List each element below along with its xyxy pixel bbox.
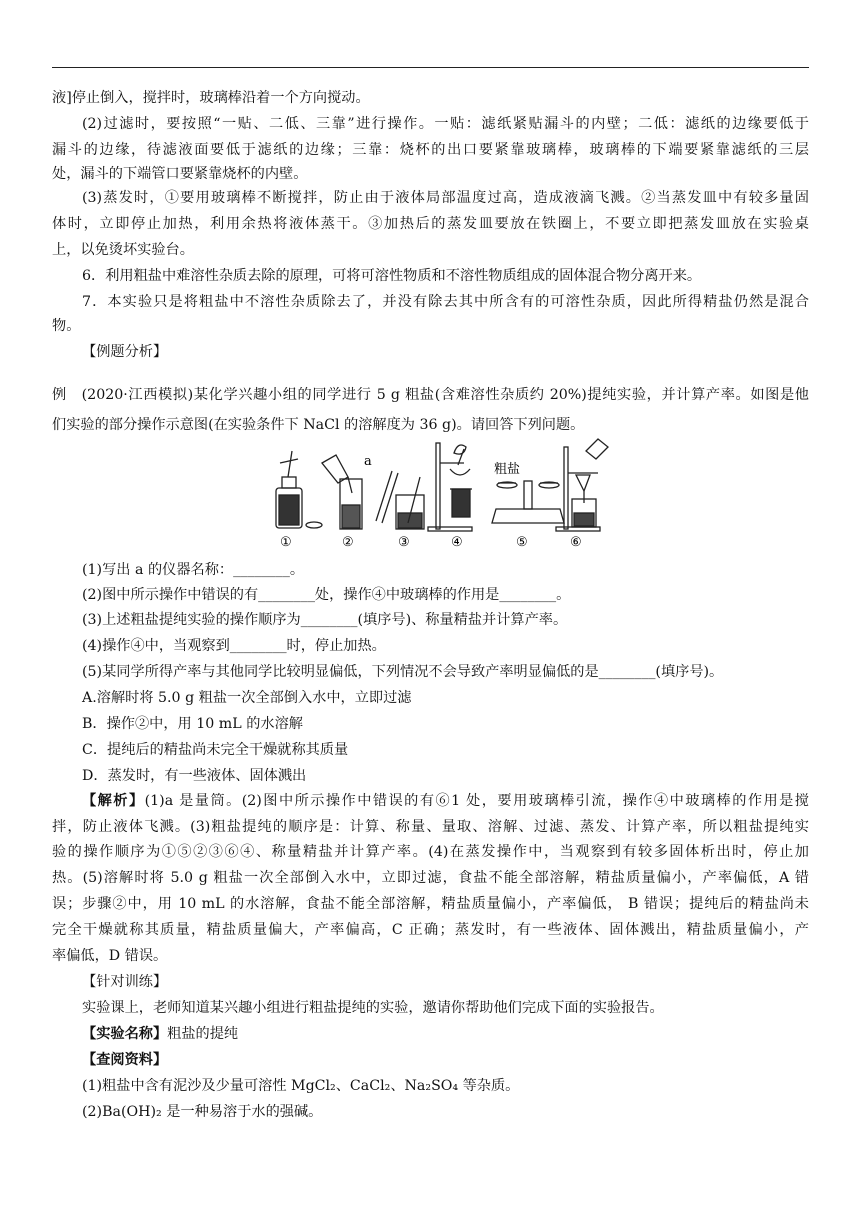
analysis-line: 热。(5)溶解时将 5.0 g 粗盐一次全部倒入水中，立即过滤，食盐不能全部溶解，精盐质量偏小，产率偏低，A 错	[52, 870, 809, 886]
example-line: 们实验的部分操作示意图(在实验条件下 NaCl 的溶解度为 36 g)。请回答下列问题。	[52, 417, 585, 433]
text-line: 体时，立即停止加热，利用余热将液体蒸干。③加热后的蒸发皿要放在铁圈上，不要立即把蒸发皿放在实验桌	[52, 216, 809, 232]
experiment-name-heading: 【实验名称】	[82, 1026, 168, 1042]
analysis-line: 拌，防止液体飞溅。(3)粗盐提纯的顺序是：计算、称量、量取、溶解、过滤、蒸发、计算产率，所以粗盐提纯实	[52, 819, 809, 835]
option-line: C．提纯后的精盐尚未完全干燥就称其质量	[82, 742, 349, 758]
figure-label-3: ③	[398, 535, 410, 550]
analysis-line: 验的操作顺序为①⑤②③⑥④、称量精盐并计算产率。(4)在蒸发操作中，当观察到有较多固体析出时，停止加	[52, 844, 809, 860]
analysis-line: 误；步骤②中，用 10 mL 的水溶解，食盐不能全部溶解，精盐质量偏小，产率偏低， B 错误；提纯后的精盐尚未	[52, 896, 809, 912]
question-line: (5)某同学所得产率与其他同学比较明显偏低，下列情况不会导致产率明显偏低的是________(填序号)。	[82, 664, 724, 680]
text-line: 7．本实验只是将粗盐中不溶性杂质除去了，并没有除去其中所含有的可溶性杂质，因此所得精盐仍然是混合	[82, 294, 809, 310]
text-line: 6．利用粗盐中难溶性杂质去除的原理，可将可溶性物质和不溶性物质组成的固体混合物分离开来。	[82, 268, 702, 284]
figure-a-label: a	[364, 454, 372, 469]
text-line: 漏斗的边缘，待滤液面要低于滤纸的边缘；三靠：烧杯的出口要紧靠玻璃棒，玻璃棒的下端要紧靠滤纸的三层	[52, 142, 809, 158]
question-line: (1)写出 a 的仪器名称：________。	[82, 562, 305, 578]
training-heading: 【针对训练】	[82, 974, 168, 990]
analysis-line: 【解析】(1)a 是量筒。(2)图中所示操作中错误的有⑥1 处，要用玻璃棒引流，操作④中玻璃棒的作用是搅	[82, 793, 809, 809]
section-heading: 【例题分析】	[82, 344, 168, 360]
apparatus-illustration	[268, 433, 620, 551]
question-line: (4)操作④中，当观察到________时，停止加热。	[82, 638, 386, 654]
option-line: D．蒸发时，有一些液体、固体溅出	[82, 768, 307, 784]
text-line: 物。	[52, 318, 81, 334]
question-line: (3)上述粗盐提纯实验的操作顺序为________(填序号)、称量精盐并计算产率。	[82, 612, 568, 628]
figure-label-2: ②	[342, 535, 354, 550]
training-intro: 实验课上，老师知道某兴趣小组进行粗盐提纯的实验，邀请你帮助他们完成下面的实验报告。	[82, 1000, 664, 1016]
analysis-heading: 【解析】	[82, 793, 145, 809]
text-line: (3)蒸发时，①要用玻璃棒不断搅拌，防止由于液体局部温度过高，造成液滴飞溅。②当蒸发皿中有较多量固	[82, 190, 809, 206]
text-line: (2)过滤时，要按照“一贴、二低、三靠”进行操作。一贴：滤纸紧贴漏斗的内壁；二低：滤纸的边缘要低于	[82, 116, 809, 132]
figure-salt-label: 粗盐	[494, 462, 521, 477]
figure-label-4: ④	[451, 535, 463, 550]
figure-label-6: ⑥	[570, 535, 582, 550]
text-line: 液]停止倒入，搅拌时，玻璃棒沿着一个方向搅动。	[52, 90, 370, 106]
reference-heading: 【查阅资料】	[82, 1052, 168, 1068]
question-line: (2)图中所示操作中错误的有________处，操作④中玻璃棒的作用是________。	[82, 587, 571, 603]
analysis-line: 完全干燥就称其质量，精盐质量偏大，产率偏高，C 正确；蒸发时，有一些液体、固体溅出，精盐质量偏小，产	[52, 922, 809, 938]
text-line: 处，漏斗的下端管口要紧靠烧杯的内壁。	[52, 166, 308, 182]
text-line: 上，以免烫坏实验台。	[52, 242, 194, 258]
option-line: B．操作②中，用 10 mL 的水溶解	[82, 716, 303, 732]
analysis-line: 率偏低，D 错误。	[52, 948, 168, 964]
option-line: A.溶解时将 5.0 g 粗盐一次全部倒入水中，立即过滤	[82, 690, 412, 706]
experiment-figure	[268, 433, 620, 551]
reference-line: (2)Ba(OH)₂ 是一种易溶于水的强碱。	[82, 1104, 323, 1120]
experiment-name-value: 粗盐的提纯	[167, 1026, 239, 1042]
figure-label-5: ⑤	[516, 535, 528, 550]
figure-label-1: ①	[280, 535, 292, 550]
reference-line: (1)粗盐中含有泥沙及少量可溶性 MgCl₂、CaCl₂、Na₂SO₄ 等杂质。	[82, 1078, 520, 1094]
example-line: 例 (2020·江西模拟)某化学兴趣小组的同学进行 5 g 粗盐(含难溶性杂质约 20%)提纯实验，并计算产率。如图是他	[52, 387, 809, 403]
experiment-name-line	[52, 1022, 842, 1046]
header-rule	[52, 67, 809, 68]
